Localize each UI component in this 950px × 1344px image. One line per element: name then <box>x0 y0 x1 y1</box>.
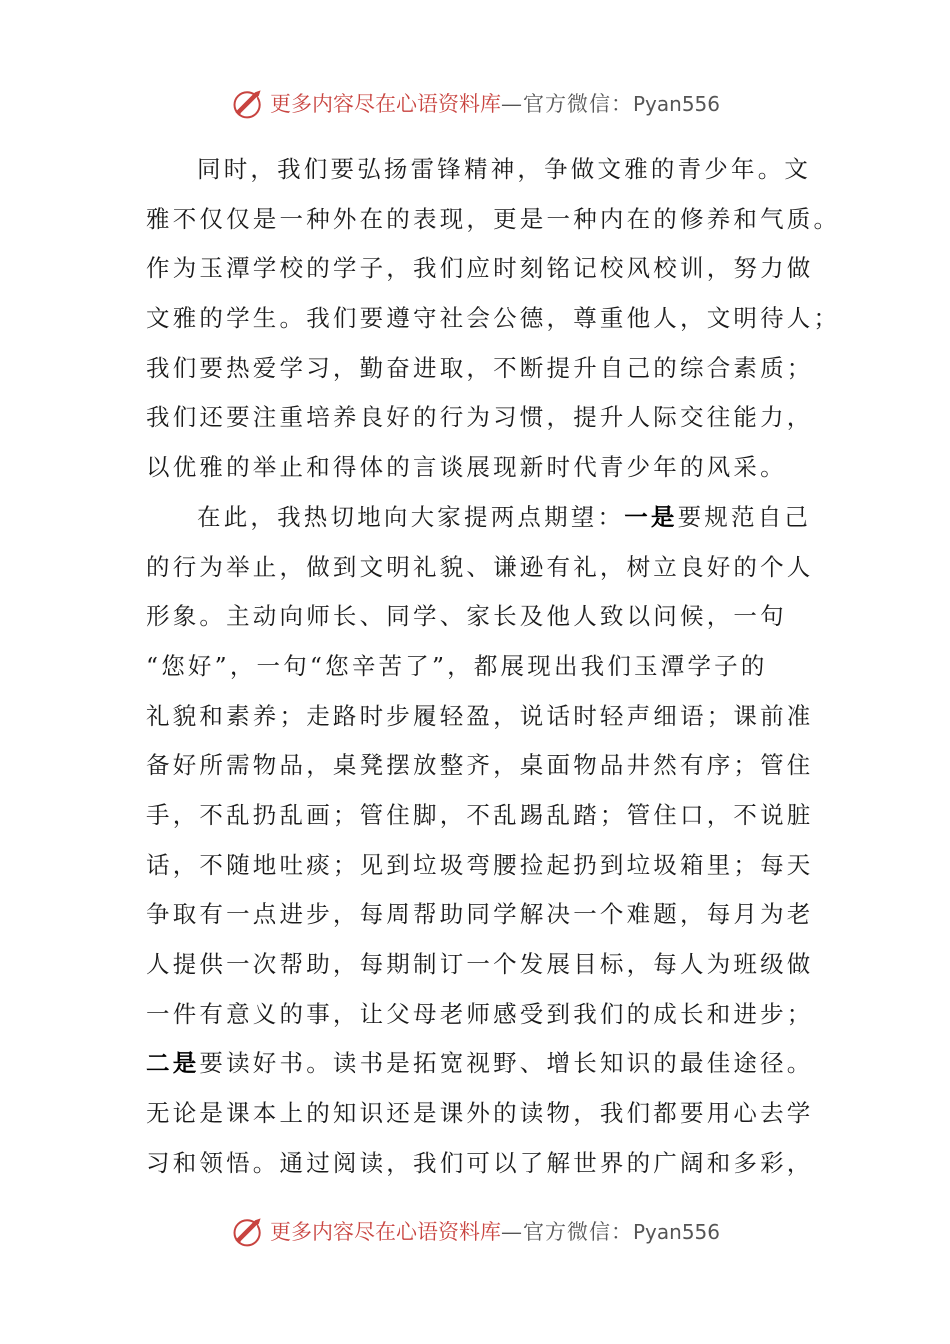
text-line: 同时，我们要弘扬雷锋精神，争做文雅的青少年。文 <box>197 155 812 183</box>
text-line: 备好所需物品，桌凳摆放整齐，桌面物品井然有序；管住 <box>146 751 814 780</box>
text-line: 二是要读好书。读书是拓宽视野、增长知识的最佳途径。 <box>146 1049 814 1078</box>
footer-banner-wechat-id: Pyan556 <box>632 1220 720 1244</box>
text-line: 在此，我热切地向大家提两点期望：一是要规范自己 <box>197 502 812 531</box>
text-line: 一件有意义的事，让父母老师感受到我们的成长和进步； <box>146 999 814 1028</box>
text-line: 人提供一次帮助，每期制订一个发展目标，每人为班级做 <box>146 950 814 978</box>
text-line: 作为玉潭学校的学子，我们应时刻铭记校风校训，努力做 <box>146 254 814 283</box>
text-line: 争取有一点进步，每周帮助同学解决一个难题，每月为老 <box>146 900 814 929</box>
header-banner-wechat-id: Pyan556 <box>632 92 720 116</box>
text-line: 的行为举止，做到文明礼貌、谦逊有礼，树立良好的个人 <box>146 552 814 581</box>
text-line: “您好”，一句“您辛苦了”，都展现出我们玉潭学子的 <box>146 651 768 680</box>
header-banner-subtitle: —官方微信： <box>500 92 633 116</box>
document-body <box>146 145 841 1188</box>
pen-circle-logo-icon <box>230 85 266 121</box>
text-line: 话，不随地吐痰；见到垃圾弯腰捡起扔到垃圾箱里；每天 <box>146 850 814 879</box>
footer-banner <box>0 1211 950 1251</box>
pen-circle-logo-icon <box>230 1213 266 1249</box>
emphasis-first-point: 一是 <box>624 502 678 531</box>
emphasis-second-point: 二是 <box>146 1049 200 1078</box>
text-line: 雅不仅仅是一种外在的表现，更是一种内在的修养和气质。 <box>146 204 841 233</box>
footer-banner-subtitle: —官方微信： <box>500 1220 633 1244</box>
text-line: 我们还要注重培养良好的行为习惯，提升人际交往能力， <box>146 403 814 432</box>
text-line: 礼貌和素养；走路时步履轻盈，说话时轻声细语；课前准 <box>146 701 814 730</box>
text-line: 无论是课本上的知识还是课外的读物，我们都要用心去学 <box>146 1099 814 1128</box>
text-line: 手，不乱扔乱画；管住脚，不乱踢乱踏；管住口，不说脏 <box>146 800 814 829</box>
text-line: 以优雅的举止和得体的言谈展现新时代青少年的风采。 <box>146 453 787 482</box>
text-line: 文雅的学生。我们要遵守社会公德，尊重他人，文明待人； <box>146 304 841 333</box>
footer-banner-title: 更多内容尽在心语资料库 <box>269 1220 501 1244</box>
header-banner-title: 更多内容尽在心语资料库 <box>269 92 501 116</box>
text-line: 形象。主动向师长、同学、家长及他人致以问候，一句 <box>146 602 787 631</box>
text-line: 习和领悟。通过阅读，我们可以了解世界的广阔和多彩， <box>146 1148 814 1177</box>
text-line: 我们要热爱学习，勤奋进取，不断提升自己的综合素质； <box>146 353 814 382</box>
header-banner <box>0 83 950 123</box>
